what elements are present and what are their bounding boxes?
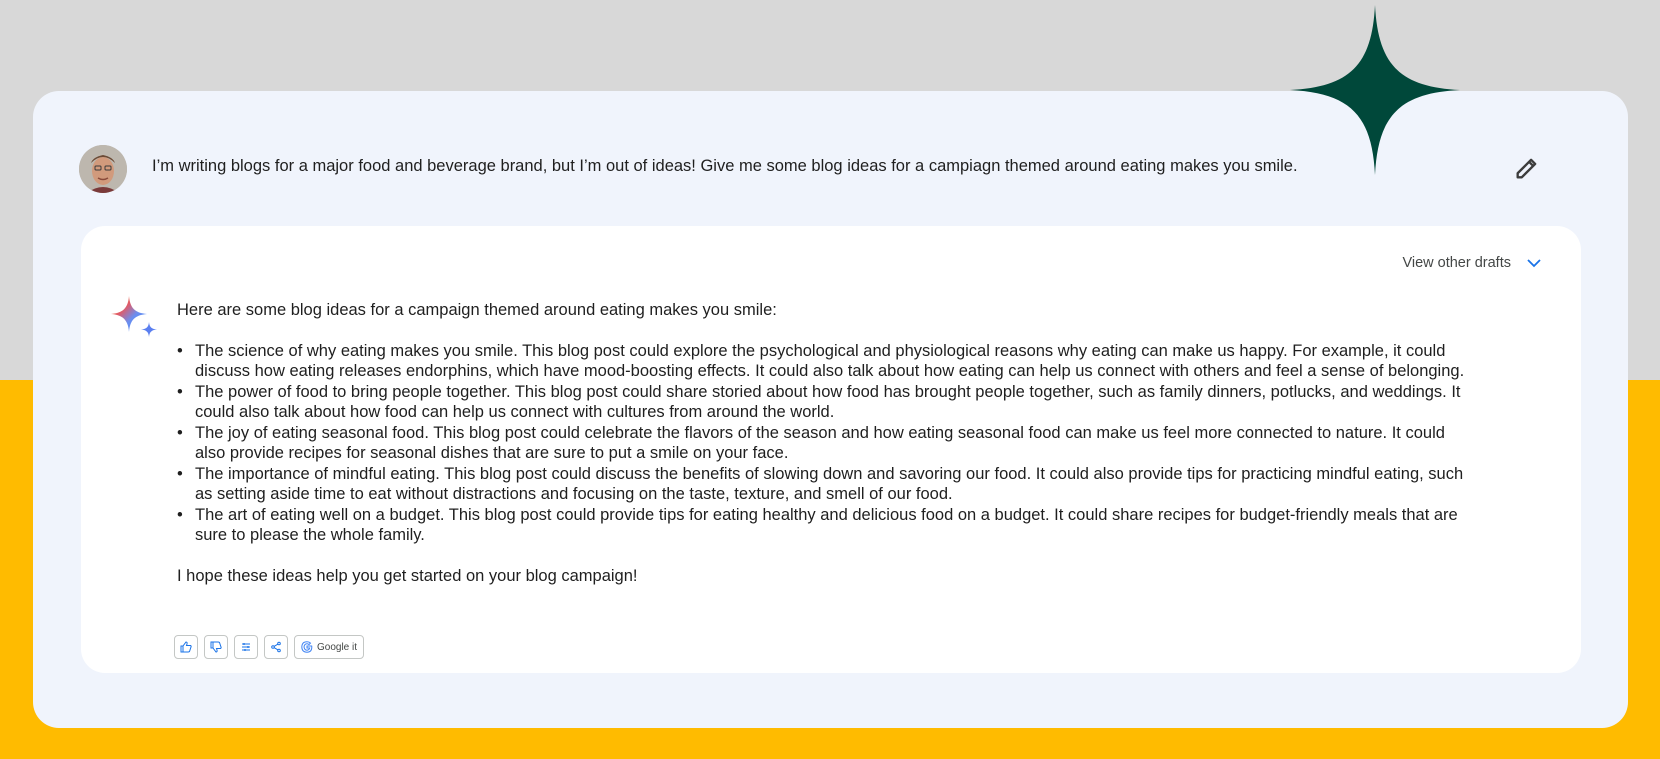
google-it-label: Google it [317, 641, 358, 653]
blog-ideas-list [177, 341, 1467, 546]
response-text [177, 300, 1467, 586]
google-g-icon [301, 641, 313, 653]
google-it-button[interactable] [294, 635, 364, 659]
decorative-sparkle-icon [1290, 5, 1460, 175]
list-item: • The importance of mindful eating. This blog post could discuss the benefits of slowing down and savoring our food. It could also provide tips for practicing mindful eating, such as setting aside time to eat without distractions and focusing on the taste, texture, and smell of our food. [195, 464, 1467, 505]
thumbs-up-icon [180, 641, 192, 653]
response-outro: I hope these ideas help you get started on your blog campaign! [177, 566, 638, 585]
modify-response-button[interactable] [234, 635, 258, 659]
view-other-drafts-button[interactable] [1402, 254, 1543, 272]
conversation-card [33, 91, 1628, 728]
list-item: • The power of food to bring people together. This blog post could share storied about how food has brought people together, such as family dinners, potlucks, and weddings. It could also talk about how food can help us connect with cultures from around the world. [195, 382, 1467, 423]
gemini-sparkle-icon [111, 294, 159, 342]
avatar [79, 145, 127, 193]
list-item: • The science of why eating makes you smile. This blog post could explore the psychological and physiological reasons why eating can make us happy. For example, it could discuss how eating releases endorphins, which have mood-boosting effects. It could also talk about how eating can help us connect with others and feel a sense of belonging. [195, 341, 1467, 382]
thumbs-down-button[interactable] [204, 635, 228, 659]
edit-prompt-button[interactable] [1513, 154, 1541, 182]
response-actions [174, 635, 364, 659]
edit-pencil-icon [1513, 154, 1541, 182]
response-intro: Here are some blog ideas for a campaign themed around eating makes you smile: [177, 301, 777, 319]
view-other-drafts-label: View other drafts [1402, 255, 1511, 271]
list-item: • The art of eating well on a budget. This blog post could provide tips for eating healthy and delicious food on a budget. It could share recipes for budget-friendly meals that are sure to please the whole family. [195, 505, 1467, 546]
thumbs-up-button[interactable] [174, 635, 198, 659]
share-icon [270, 641, 282, 653]
modify-response-icon [240, 641, 252, 653]
response-panel [81, 226, 1581, 673]
prompt-text: I’m writing blogs for a major food and beverage brand, but I’m out of ideas! Give me some blog ideas for a campiagn themed around eating makes you smile. [152, 157, 1298, 175]
list-item: • The joy of eating seasonal food. This blog post could celebrate the flavors of the season and how eating seasonal food can make us feel more connected to nature. It could also provide recipes for seasonal dishes that are sure to put a smile on your face. [195, 423, 1467, 464]
chevron-down-icon [1525, 254, 1543, 272]
thumbs-down-icon [210, 641, 222, 653]
share-button[interactable] [264, 635, 288, 659]
